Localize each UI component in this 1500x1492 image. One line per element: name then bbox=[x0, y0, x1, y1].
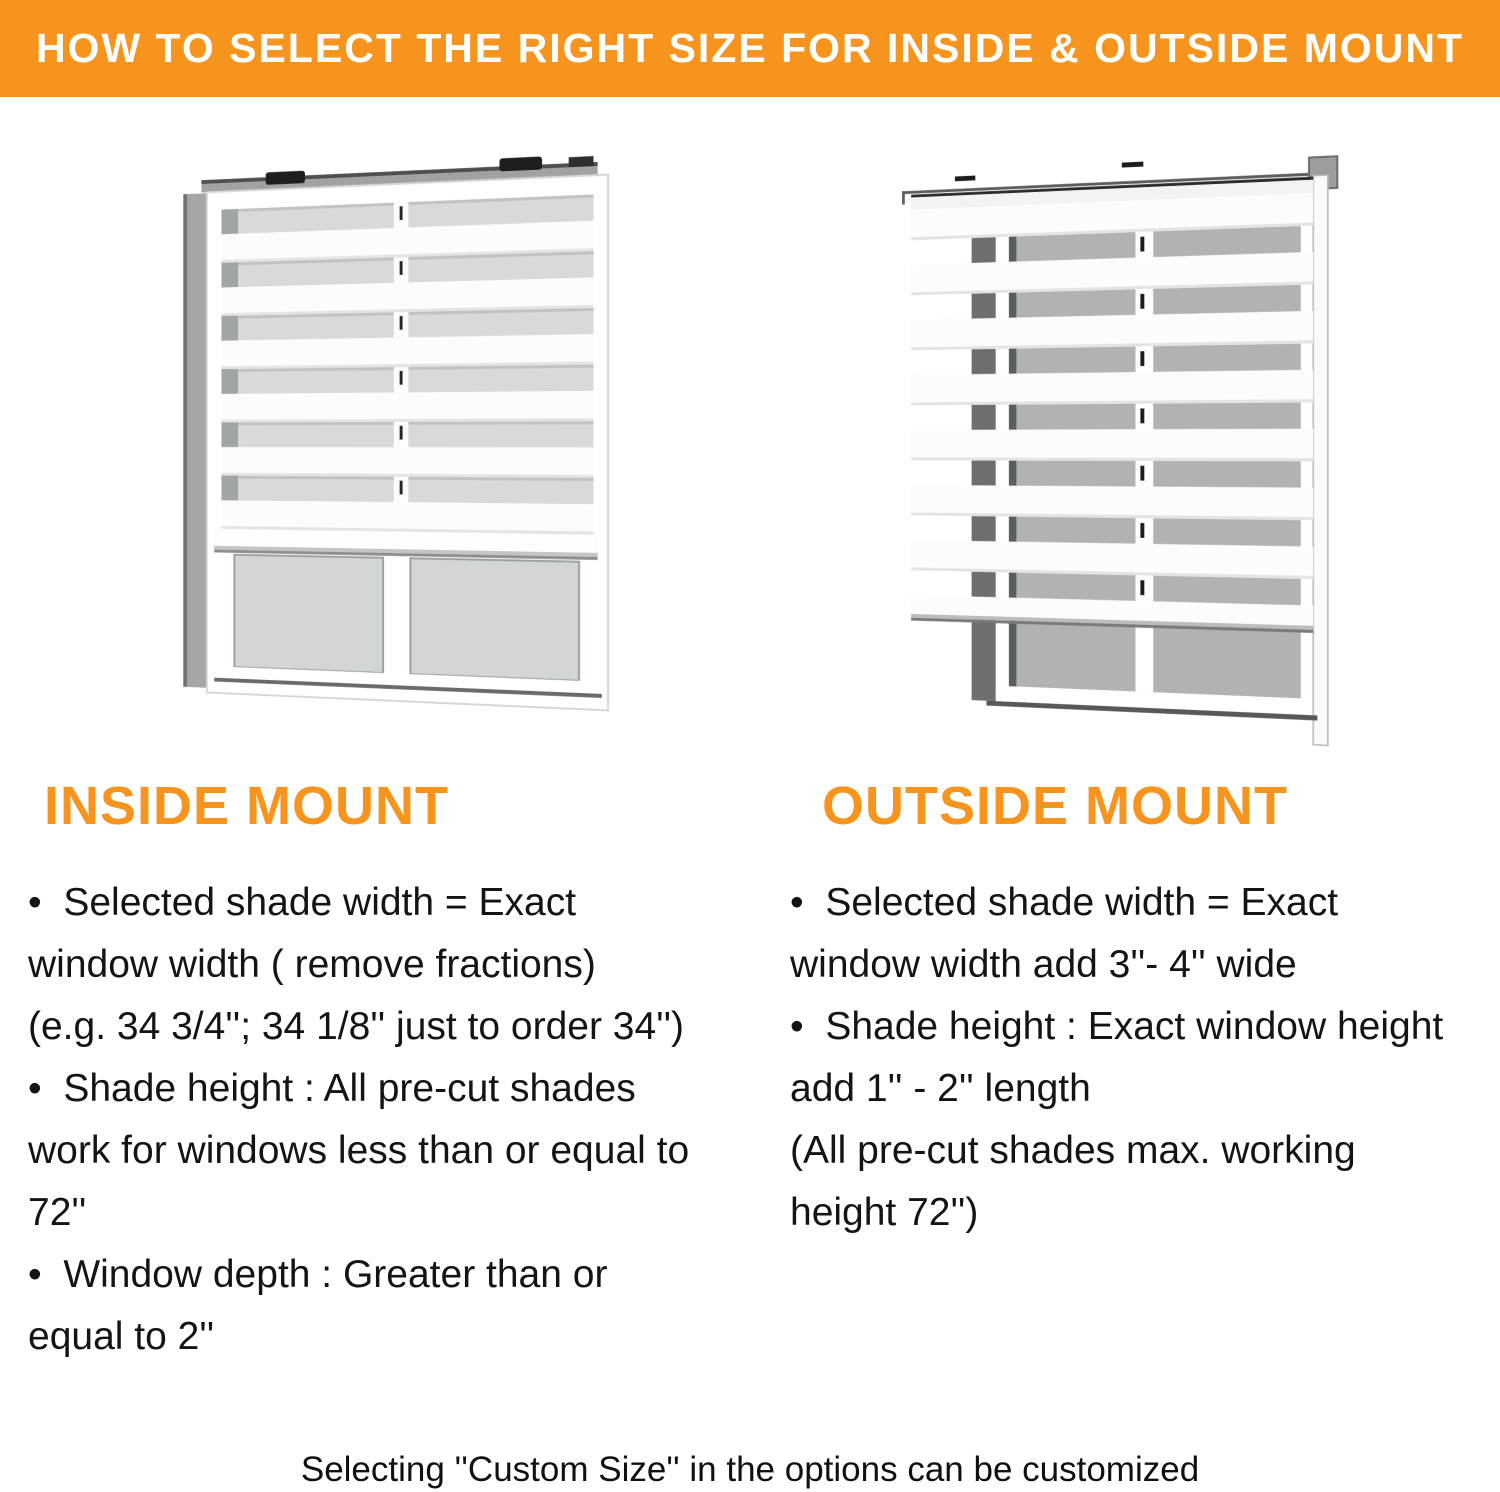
banner-title: HOW TO SELECT THE RIGHT SIZE FOR INSIDE & OUTSIDE MOUNT bbox=[35, 25, 1465, 71]
outside-line: (All pre-cut shades max. working bbox=[790, 1129, 1356, 1172]
inside-line: • Selected shade width = Exact bbox=[28, 881, 577, 924]
bracket-left bbox=[266, 171, 305, 185]
inside-mount-illustration bbox=[168, 148, 608, 733]
outside-line: height 72'') bbox=[790, 1191, 979, 1234]
inside-line: • Shade height : All pre-cut shades bbox=[28, 1067, 636, 1110]
zebra-shade-bands bbox=[222, 195, 594, 535]
screw-mark-center bbox=[1122, 162, 1144, 168]
outside-mount-illustration bbox=[888, 140, 1340, 754]
outside-line: add 1'' - 2'' length bbox=[790, 1067, 1091, 1110]
outside-line: • Selected shade width = Exact bbox=[790, 881, 1339, 924]
inside-mount-text bbox=[28, 872, 758, 1368]
inside-mount-heading: INSIDE MOUNT bbox=[44, 776, 450, 836]
outside-mount-heading: OUTSIDE MOUNT bbox=[822, 776, 1288, 836]
inside-line: work for windows less than or equal to bbox=[28, 1129, 690, 1172]
screw-mark-left bbox=[955, 176, 975, 182]
inside-line: • Window depth : Greater than or bbox=[28, 1253, 608, 1296]
glass-pane-left bbox=[234, 555, 383, 673]
outside-line: window width add 3''- 4'' wide bbox=[790, 943, 1297, 986]
outside-line: • Shade height : Exact window height bbox=[790, 1005, 1444, 1048]
inside-mount-window-svg bbox=[178, 137, 614, 745]
inside-line: window width ( remove fractions) bbox=[28, 943, 596, 986]
inside-mount-3d-wrapper bbox=[178, 137, 614, 745]
outside-mount-text bbox=[790, 872, 1490, 1244]
bracket-right bbox=[500, 156, 543, 171]
inside-line: (e.g. 34 3/4''; 34 1/8'' just to order 34'') bbox=[28, 1005, 685, 1048]
custom-size-note: Selecting ''Custom Size'' in the options can be customized bbox=[300, 1450, 1200, 1489]
outside-mount-window-svg bbox=[898, 128, 1346, 766]
inside-line: equal to 2'' bbox=[28, 1315, 215, 1358]
headrail-end-cap bbox=[569, 156, 594, 167]
title-banner bbox=[0, 0, 1500, 97]
window-casing bbox=[183, 193, 207, 688]
shade-side-strip bbox=[1313, 175, 1328, 745]
inside-line: 72'' bbox=[28, 1191, 87, 1234]
outside-mount-3d-wrapper bbox=[898, 128, 1346, 766]
glass-pane-right bbox=[410, 558, 579, 681]
